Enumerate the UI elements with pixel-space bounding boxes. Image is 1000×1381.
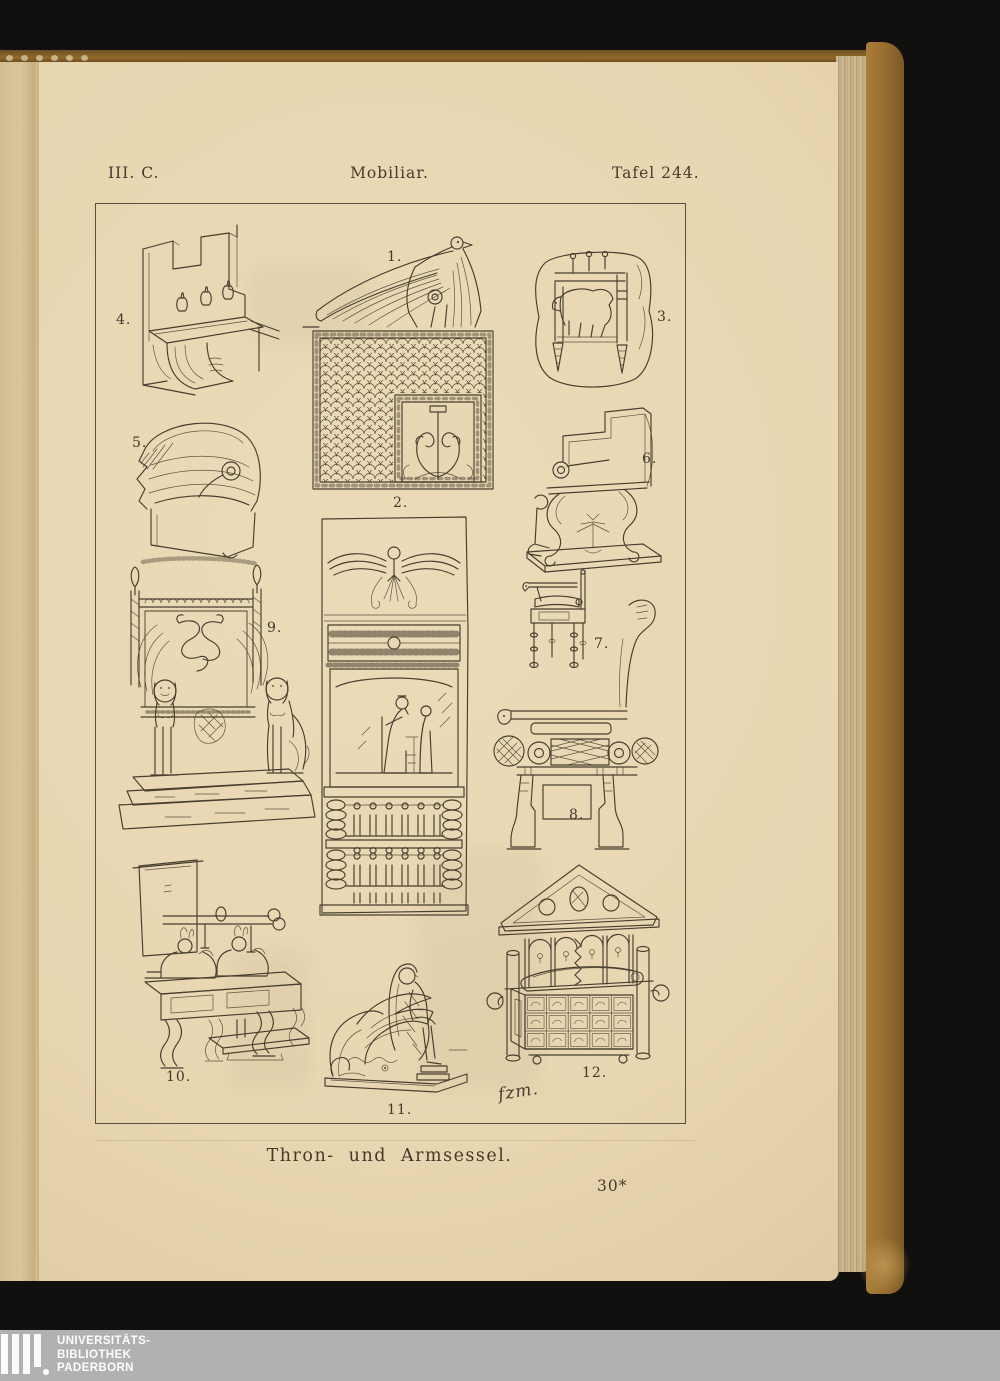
library-name bbox=[57, 1335, 150, 1376]
library-logo-bar bbox=[12, 1334, 19, 1374]
page-number: 30* bbox=[597, 1177, 628, 1195]
gutter-crease bbox=[37, 62, 39, 1281]
figure-label-6: 6. bbox=[642, 451, 658, 467]
binding-stitch bbox=[36, 55, 43, 61]
header-title: Mobiliar. bbox=[350, 164, 429, 182]
figure-2-drawing bbox=[310, 511, 478, 921]
binding-stitch bbox=[6, 55, 13, 61]
header-section: III. C. bbox=[108, 164, 160, 182]
plate-caption: Thron- und Armsessel. bbox=[266, 1146, 513, 1166]
header-plate-number: Tafel 244. bbox=[612, 164, 700, 182]
binding-stitch bbox=[21, 55, 28, 61]
engraver-signature: fzm. bbox=[496, 1078, 541, 1106]
figure-label-4: 4. bbox=[116, 312, 132, 328]
figure-label-11: 11. bbox=[387, 1102, 413, 1118]
figure-label-1: 1. bbox=[387, 249, 403, 265]
figure-label-12: 12. bbox=[582, 1065, 608, 1081]
binding-stitch bbox=[66, 55, 73, 61]
figure-label-3: 3. bbox=[657, 309, 673, 325]
library-name-line3: PADERBORN bbox=[57, 1362, 134, 1374]
page-gutter bbox=[0, 62, 38, 1281]
figure-11-drawing bbox=[319, 932, 474, 1097]
figure-9-drawing bbox=[105, 565, 313, 835]
figure-10-drawing bbox=[109, 852, 314, 1070]
library-name-line1: UNIVERSITÄTS- bbox=[57, 1335, 151, 1347]
binding-stitch bbox=[81, 55, 88, 61]
figure-label-10: 10. bbox=[166, 1069, 192, 1085]
library-logo-bar bbox=[1, 1334, 8, 1374]
figure-label-8: 8. bbox=[569, 807, 585, 823]
library-logo-bar bbox=[23, 1334, 30, 1374]
library-logo-dot bbox=[43, 1369, 49, 1375]
figure-6-drawing bbox=[505, 402, 665, 572]
figure-8-drawing bbox=[487, 595, 665, 853]
figure-label-2: 2. bbox=[393, 495, 409, 511]
binding-stitch bbox=[51, 55, 58, 61]
figure-label-7: 7. bbox=[594, 636, 610, 652]
figure-4-drawing bbox=[109, 225, 279, 397]
engraving-plate bbox=[95, 203, 686, 1124]
book-cover bbox=[866, 42, 904, 1294]
library-name-line2: BIBLIOTHEK bbox=[57, 1348, 132, 1361]
figure-3-drawing bbox=[525, 245, 660, 395]
figure-5-drawing bbox=[115, 405, 275, 570]
library-logo-bar bbox=[34, 1334, 41, 1367]
figure-label-9: 9. bbox=[267, 620, 283, 636]
cover-worn-corner bbox=[858, 1236, 910, 1294]
figure-1-drawing bbox=[287, 227, 502, 492]
figure-12-drawing bbox=[485, 859, 670, 1069]
figure-label-5: 5. bbox=[132, 435, 148, 451]
page-edge-stack bbox=[836, 56, 869, 1272]
page-scratch bbox=[95, 1140, 695, 1141]
